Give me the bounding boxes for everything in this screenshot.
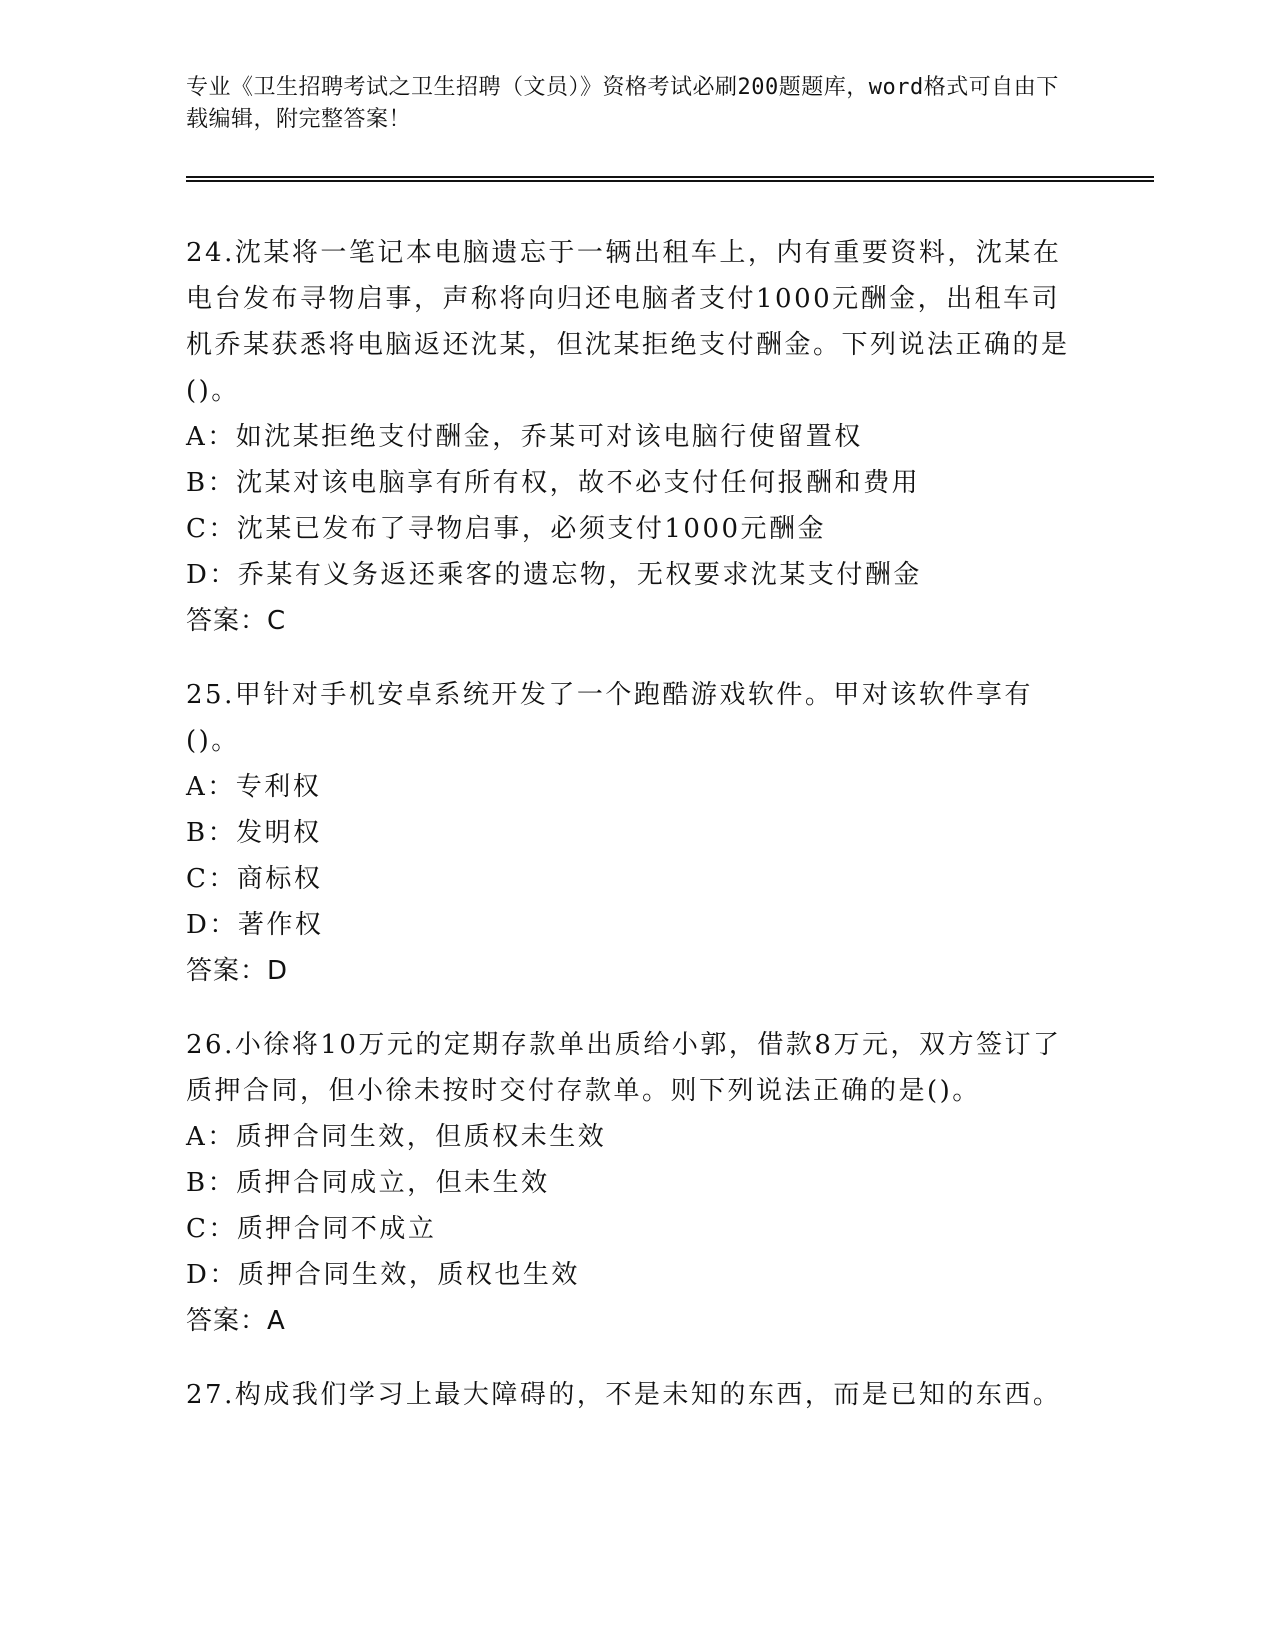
option-b: B：沈某对该电脑享有所有权，故不必支付任何报酬和费用 xyxy=(186,468,921,498)
question-list xyxy=(186,230,1086,1446)
question-26 xyxy=(186,1022,1086,1344)
option-d: D：质押合同生效，质权也生效 xyxy=(186,1260,580,1290)
question-text: 27.构成我们学习上最大障碍的，不是未知的东西，而是已知的东西。 xyxy=(186,1380,1062,1410)
option-a: A：专利权 xyxy=(186,772,322,802)
option-a: A：质押合同生效，但质权未生效 xyxy=(186,1122,607,1152)
question-text: 25.甲针对手机安卓系统开发了一个跑酷游戏软件。甲对该软件享有()。 xyxy=(186,680,1033,756)
question-text: 26.小徐将10万元的定期存款单出质给小郭，借款8万元，双方签订了质押合同，但小徐未按时交付存款单。则下列说法正确的是()。 xyxy=(186,1030,1062,1106)
answer-line: 答案：D xyxy=(186,956,289,986)
question-24 xyxy=(186,230,1086,644)
header-double-rule xyxy=(186,176,1154,182)
question-27 xyxy=(186,1372,1086,1418)
option-c: C：沈某已发布了寻物启事，必须支付1000元酬金 xyxy=(186,514,827,544)
option-a: A：如沈某拒绝支付酬金，乔某可对该电脑行使留置权 xyxy=(186,422,863,452)
option-c: C：质押合同不成立 xyxy=(186,1214,437,1244)
option-d: D：乔某有义务返还乘客的遗忘物，无权要求沈某支付酬金 xyxy=(186,560,922,590)
option-b: B：质押合同成立，但未生效 xyxy=(186,1168,550,1198)
answer-line: 答案：A xyxy=(186,1306,286,1336)
answer-line: 答案：C xyxy=(186,606,287,636)
option-b: B：发明权 xyxy=(186,818,322,848)
document-header: 专业《卫生招聘考试之卫生招聘（文员）》资格考试必刷200题题库，word格式可自由下载编辑，附完整答案！ xyxy=(186,75,1059,132)
option-c: C：商标权 xyxy=(186,864,323,894)
question-25 xyxy=(186,672,1086,994)
question-text: 24.沈某将一笔记本电脑遗忘于一辆出租车上，内有重要资料，沈某在电台发布寻物启事，声称将向归还电脑者支付1000元酬金，出租车司机乔某获悉将电脑返还沈某，但沈某拒绝支付酬金。下列说法正确的是()。 xyxy=(186,238,1070,406)
option-d: D：著作权 xyxy=(186,910,324,940)
